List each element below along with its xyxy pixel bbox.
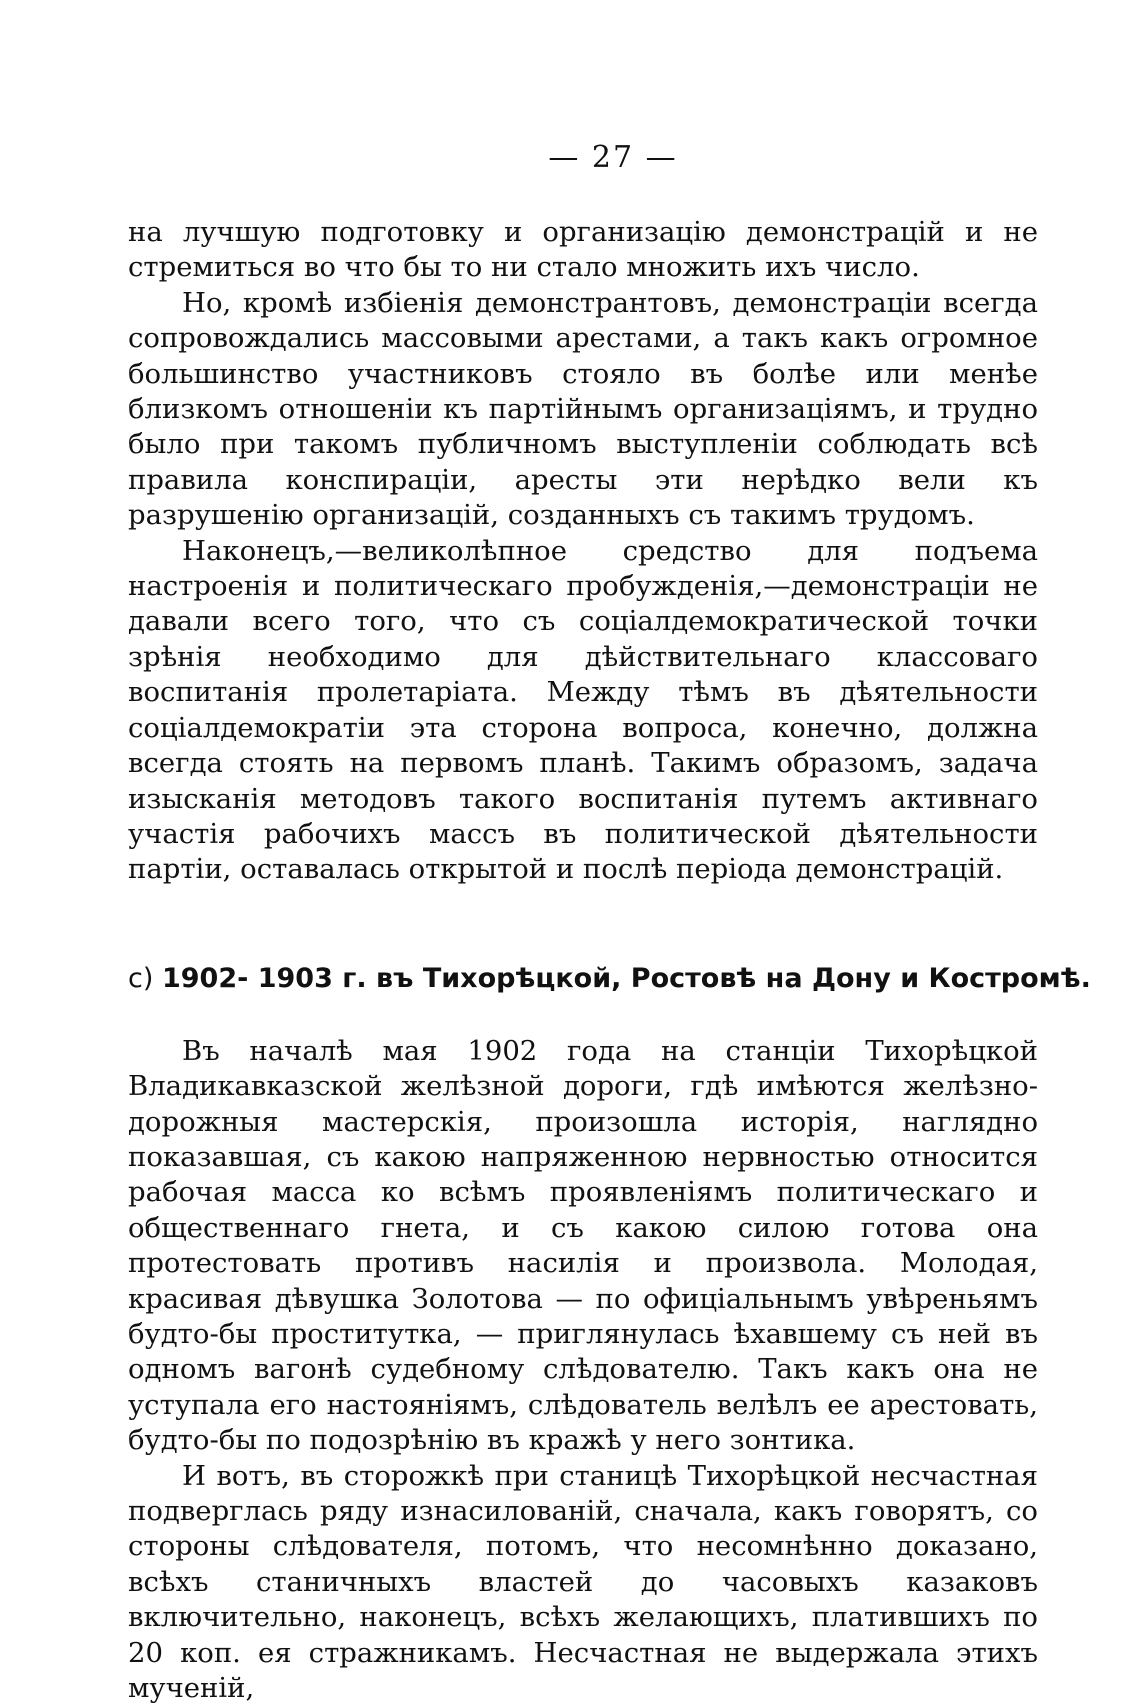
body-paragraph-3: Наконецъ,—великолѣпное средство для подъема настроенія и политическаго пробужденія,—демонстраціи не давали всего того, что съ соціалдемократической точки зрѣнія необходимо для дѣйствительнаго классоваго воспитанія пролетаріата. Между тѣмъ въ дѣятельности соціалдемократіи эта сторона вопроса, конечно, должна всегда стоять на первомъ планѣ. Такимъ образомъ, задача изысканія методовъ такого воспитанія путемъ активнаго участія рабочихъ массъ въ политической дѣятельности партіи, оставалась открытой и послѣ періода демонстрацій. xyxy=(128,534,1038,886)
section-paragraph-1: Въ началѣ мая 1902 года на станціи Тихорѣцкой Владикавказской желѣзной дороги, гдѣ имѣются желѣзно-дорожныя мастерскія, произошла исторія, наглядно показавшая, съ какою напряженною нервностью относится рабочая масса ко всѣмъ проявленіямъ политическаго и общественнаго гнета, и съ какою силою готова она протестовать противъ насилія и произвола. Молодая, красивая дѣвушка Золотова — по офиціальнымъ увѣреньямъ будто-бы проститутка, — приглянулась ѣхавшему съ ней въ одномъ вагонѣ судебному слѣдователю. Такъ какъ она не уступала его настояніямъ, слѣдователь велѣлъ ее арестовать, будто-бы по подозрѣнію въ кражѣ у него зонтика. xyxy=(128,1034,1038,1457)
document-page xyxy=(128,140,1091,1706)
section-prefix: с) xyxy=(128,962,154,994)
section-heading xyxy=(128,962,1091,996)
body-paragraph-2: Но, кромѣ избіенія демонстрантовъ, демонстраціи всегда сопровождались массовыми арестами, а такъ какъ огромное большинство участниковъ стояло въ болѣе или менѣе близкомъ отношеніи къ партійнымъ организаціямъ, и трудно было при такомъ публичномъ выступленіи соблюдать всѣ правила конспираціи, аресты эти нерѣдко вели къ разрушенію организацій, созданныхъ съ такимъ трудомъ. xyxy=(128,286,1038,532)
section-title: 1902- 1903 г. въ Тихорѣцкой, Ростовѣ на Дону и Костромѣ. xyxy=(161,962,1091,994)
body-paragraph-1: на лучшую подготовку и организацію демонстрацій и не стремиться во что бы то ни стало множить ихъ число. xyxy=(128,216,1038,284)
page-number: — 27 — xyxy=(548,140,678,175)
section-paragraph-2: И вотъ, въ сторожкѣ при станицѣ Тихорѣцкой несчастная подверглась ряду изнасилованій, сначала, какъ говорятъ, со стороны слѣдователя, потомъ, что несомнѣнно доказано, всѣхъ станичныхъ властей до часовыхъ казаковъ включительно, наконецъ, всѣхъ желающихъ, платившихъ по 20 коп. ея стражникамъ. Несчастная не выдержала этихъ мученій, xyxy=(128,1459,1038,1705)
